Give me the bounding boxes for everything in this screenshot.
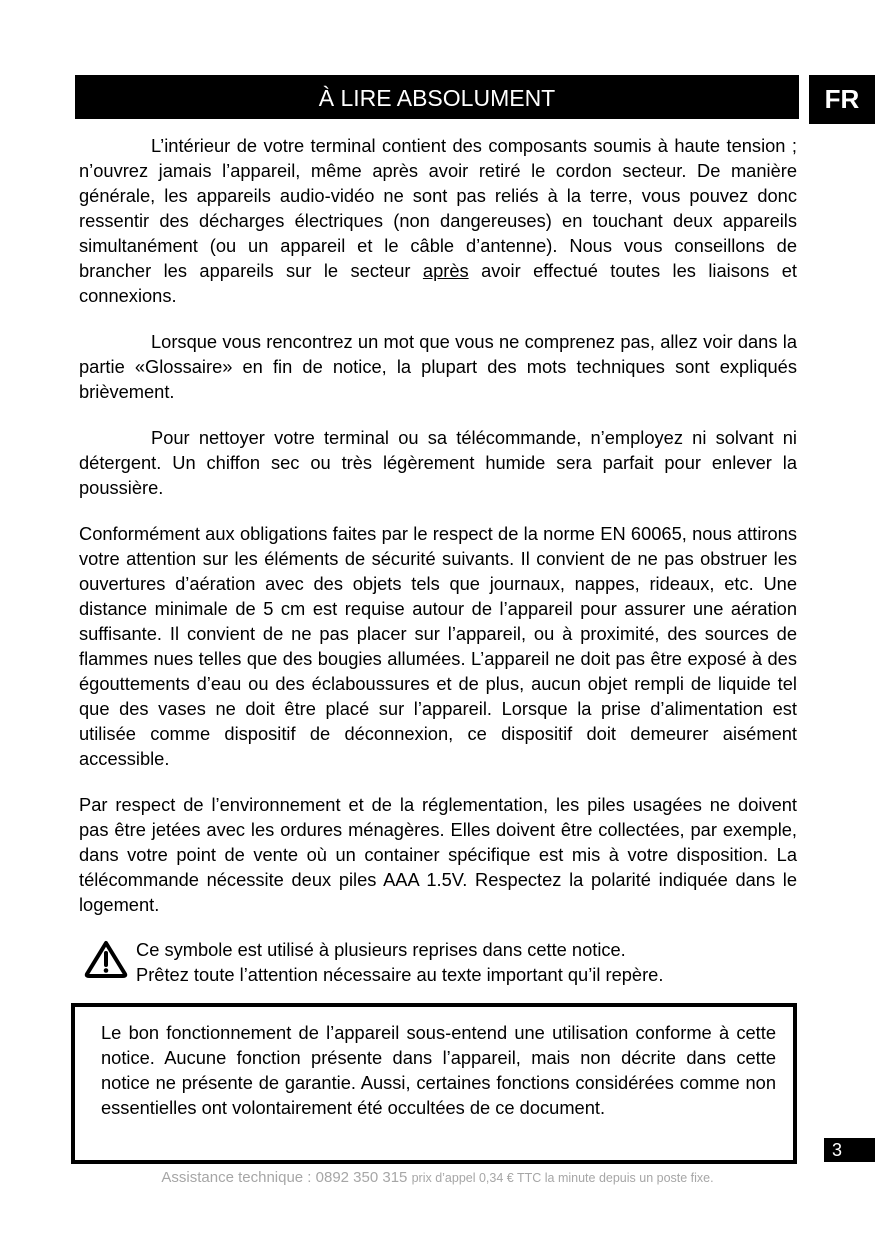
paragraph-batteries: Par respect de l’environnement et de la réglementation, les piles usagées ne doivent pas être jetées avec les ordures ménagères. Elles doivent être collectées, par exemple, dans votre point de vente où un container spécifique est mis à votre disposition. La télécommande nécessite deux piles AAA 1.5V. Respectez la polarité indiquée dans le logement.: [79, 794, 797, 915]
paragraph-glossary: Lorsque vous rencontrez un mot que vous ne comprenez pas, allez voir dans la partie «Glossaire» en fin de notice, la plupart des mots techniques sont expliqués brièvement.: [79, 331, 797, 402]
language-tab: FR: [809, 75, 875, 124]
warning-line-1: Ce symbole est utilisé à plusieurs reprises dans cette notice.: [136, 939, 626, 960]
footer-support-line: Assistance technique : 0892 350 315: [161, 1169, 408, 1186]
warning-triangle-icon: [84, 940, 128, 978]
notice-box: [71, 1003, 797, 1164]
notice-text: Le bon fonctionnement de l’appareil sous-entend une utilisation conforme à cette notice. Aucune fonction présente dans l’appareil, mais non décrite dans cette notice ne présente de garantie. Aussi, certaines fonctions considérées comme non essentielles ont volontairement été occultées de ce document.: [101, 1022, 776, 1118]
paragraph-high-voltage-text-2: avoir effectué toutes les liaisons et connexions.: [79, 260, 797, 306]
section-title: À LIRE ABSOLUMENT: [75, 75, 799, 119]
paragraph-safety-norm: Conformément aux obligations faites par le respect de la norme EN 60065, nous attirons votre attention sur les éléments de sécurité suivants. Il convient de ne pas obstruer les ouvertures d’aération avec des objets tels que journaux, nappes, rideaux, etc. Une distance minimale de 5 cm est requise autour de l’appareil pour assurer une aération suffisante. Il convient de ne pas placer sur l’appareil, ou à proximité, des sources de flammes nues telles que des bougies allumées. L’appareil ne doit pas être exposé à des égouttements d’eau ou des éclaboussures et de plus, aucun objet rempli de liquide tel que des vases ne doit être placé sur l’appareil. Lorsque la prise d’alimentation est utilisée comme dispositif de déconnexion, ce dispositif doit demeurer aisément accessible.: [79, 523, 797, 769]
underlined-word-apres: après: [422, 260, 469, 281]
warning-text: [136, 937, 663, 987]
page-number: 3: [824, 1138, 875, 1162]
paragraph-high-voltage: [79, 133, 797, 308]
footer-call-price: prix d’appel 0,34 € TTC la minute depuis un poste fixe.: [411, 1171, 714, 1185]
warning-line-2: Prêtez toute l’attention nécessaire au texte important qu’il repère.: [136, 964, 664, 985]
footer: [0, 1168, 875, 1188]
paragraph-cleaning: Pour nettoyer votre terminal ou sa télécommande, n’employez ni solvant ni détergent. Un chiffon sec ou très légèrement humide sera parfait pour enlever la poussière.: [79, 427, 797, 498]
paragraph-high-voltage-text-1: L’intérieur de votre terminal contient des composants soumis à haute tension ; n’ouvrez jamais l’appareil, même après avoir retiré le cordon secteur. De manière générale, les appareils audio-vidéo ne sont pas reliés à la terre, vous pouvez donc ressentir des décharges électriques (non dangereuses) en touchant deux appareils simultanément (ou un appareil et le câble d’antenne). Nous vous conseillons de brancher les appareils sur le secteur: [79, 135, 797, 281]
